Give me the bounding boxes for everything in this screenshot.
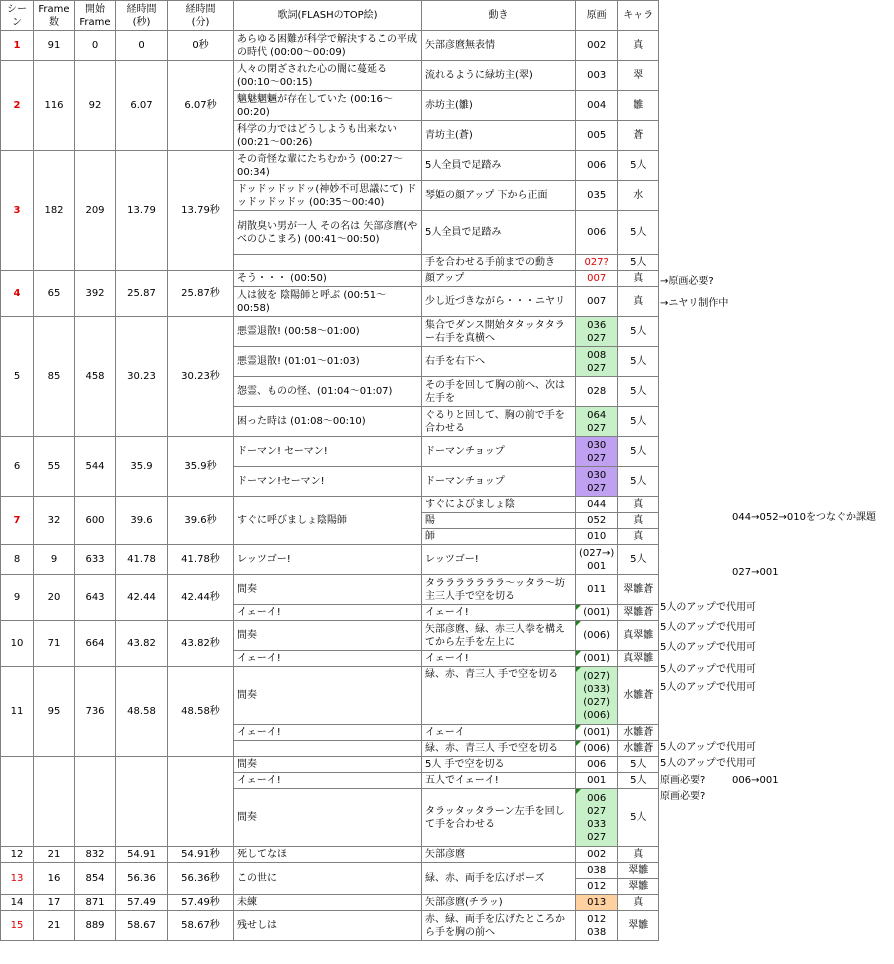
lyric-cell: そう・・・ (00:50) <box>234 271 422 287</box>
chara-cell: 5人 <box>618 317 659 347</box>
genga-cell: 007 <box>576 271 618 287</box>
elapsed-min: 42.44秒 <box>168 575 234 621</box>
start-frame: 643 <box>75 575 116 621</box>
table-row <box>1 317 659 347</box>
motion-cell: 5人 手で空を切る <box>422 757 576 773</box>
table-row <box>1 151 659 181</box>
chara-cell: 真 <box>618 847 659 863</box>
lyric-cell <box>234 741 422 757</box>
elapsed-sec: 13.79 <box>116 151 168 271</box>
start-frame: 871 <box>75 895 116 911</box>
scene-number <box>1 757 34 847</box>
header-elapsed-sec-text: 経時間 (秒) <box>126 3 157 28</box>
chara-cell: 真 <box>618 895 659 911</box>
lyric-cell: すぐに呼びましょ陰陽師 <box>234 497 422 545</box>
chara-cell: 翠 <box>618 61 659 91</box>
header-scene: シーン <box>1 1 34 31</box>
scene-number: 15 <box>1 911 34 941</box>
start-frame: 854 <box>75 863 116 895</box>
genga-cell <box>576 467 618 497</box>
motion-cell: 青坊主(蒼) <box>422 121 576 151</box>
elapsed-min: 48.58秒 <box>168 667 234 757</box>
lyric-cell: この世に <box>234 863 422 895</box>
start-frame: 633 <box>75 545 116 575</box>
lyric-cell: ドーマン! セーマン! <box>234 437 422 467</box>
header-elapsed-min <box>168 1 234 31</box>
elapsed-min: 43.82秒 <box>168 621 234 667</box>
genga-cell: 005 <box>576 121 618 151</box>
side-note: 5人のアップで代用可 <box>660 682 756 693</box>
chara-cell: 5人 <box>618 773 659 789</box>
genga-text: 008 027 <box>587 349 607 374</box>
genga-text: 012 038 <box>587 913 607 938</box>
genga-cell: 027? <box>576 255 618 271</box>
elapsed-min: 30.23秒 <box>168 317 234 437</box>
chara-cell: 5人 <box>618 151 659 181</box>
motion-cell: すぐによびましょ陰 <box>422 497 576 513</box>
chara-cell: 真 <box>618 287 659 317</box>
side-note: 044→052→010をつなぐか課題 <box>732 512 877 523</box>
scene-number: 6 <box>1 437 34 497</box>
motion-cell: 5人全員で足踏み <box>422 151 576 181</box>
table-row <box>1 895 659 911</box>
scene-number: 11 <box>1 667 34 757</box>
genga-cell: 038 <box>576 863 618 879</box>
genga-cell <box>576 437 618 467</box>
lyric-cell: ドッドッドッドッ(神妙不可思議にて) ドッドッドッドッ (00:35〜00:40) <box>234 181 422 211</box>
header-frames <box>34 1 75 31</box>
lyric-cell: 魑魅魍魎が存在していた (00:16〜00:20) <box>234 91 422 121</box>
lyric-cell: 悪霊退散! (01:01〜01:03) <box>234 347 422 377</box>
side-note: 5人のアップで代用可 <box>660 664 756 675</box>
lyric-cell: レッツゴー! <box>234 545 422 575</box>
elapsed-min: 39.6秒 <box>168 497 234 545</box>
chara-cell: 雛 <box>618 91 659 121</box>
genga-text: 030 027 <box>587 439 607 464</box>
elapsed-min: 54.91秒 <box>168 847 234 863</box>
frame-count: 21 <box>34 847 75 863</box>
lyric-cell: 間奏 <box>234 757 422 773</box>
lyric-cell: 間奏 <box>234 575 422 605</box>
lyric-cell: イェーイ! <box>234 773 422 789</box>
table-row <box>1 497 659 513</box>
elapsed-sec: 25.87 <box>116 271 168 317</box>
elapsed-min: 35.9秒 <box>168 437 234 497</box>
genga-cell: (001) <box>576 605 618 621</box>
chara-cell: 水雛蒼 <box>618 741 659 757</box>
genga-cell <box>576 667 618 725</box>
motion-cell: 集合でダンス開始タタッタタラー右手を真横へ <box>422 317 576 347</box>
genga-cell: 052 <box>576 513 618 529</box>
chara-cell: 真 <box>618 497 659 513</box>
genga-cell <box>576 317 618 347</box>
chara-cell: 翠雛 <box>618 911 659 941</box>
elapsed-min: 13.79秒 <box>168 151 234 271</box>
elapsed-sec <box>116 757 168 847</box>
genga-cell: 002 <box>576 847 618 863</box>
elapsed-sec: 30.23 <box>116 317 168 437</box>
lyric-cell: イェーイ! <box>234 651 422 667</box>
motion-cell: ドーマンチョップ <box>422 437 576 467</box>
chara-cell: 5人 <box>618 789 659 847</box>
header-chara: キャラ <box>618 1 659 31</box>
motion-cell: 赤坊主(雛) <box>422 91 576 121</box>
frame-count: 85 <box>34 317 75 437</box>
scene-number: 2 <box>1 61 34 151</box>
frame-count: 17 <box>34 895 75 911</box>
motion-cell: 矢部彦麿 <box>422 847 576 863</box>
genga-cell: 013 <box>576 895 618 911</box>
chara-cell: 5人 <box>618 757 659 773</box>
header-row <box>1 1 659 31</box>
side-note: 5人のアップで代用可 <box>660 642 756 653</box>
lyric-cell: 人は彼を 陰陽師と呼ぶ (00:51〜00:58) <box>234 287 422 317</box>
elapsed-min <box>168 757 234 847</box>
motion-cell: その手を回して胸の前へ、次は左手を <box>422 377 576 407</box>
table-row <box>1 757 659 773</box>
table-row <box>1 545 659 575</box>
genga-cell: (006) <box>576 741 618 757</box>
elapsed-sec: 39.6 <box>116 497 168 545</box>
chara-cell: 5人 <box>618 545 659 575</box>
frame-count: 55 <box>34 437 75 497</box>
lyric-cell: 困った時は (01:08〜00:10) <box>234 407 422 437</box>
motion-cell: 矢部彦麿(チラッ) <box>422 895 576 911</box>
side-note: 006→001 <box>732 775 779 786</box>
motion-cell: イェーイ! <box>422 651 576 667</box>
genga-cell: (001) <box>576 725 618 741</box>
lyric-cell: 悪霊退散! (00:58〜01:00) <box>234 317 422 347</box>
lyric-cell: 間奏 <box>234 667 422 725</box>
genga-text: 064 027 <box>587 409 607 434</box>
elapsed-sec: 56.36 <box>116 863 168 895</box>
elapsed-sec: 58.67 <box>116 911 168 941</box>
elapsed-sec: 43.82 <box>116 621 168 667</box>
frame-count: 9 <box>34 545 75 575</box>
chara-cell: 水雛蒼 <box>618 667 659 725</box>
chara-cell: 蒼 <box>618 121 659 151</box>
chara-cell: 水 <box>618 181 659 211</box>
genga-cell <box>576 407 618 437</box>
motion-cell: 緑、赤、両手を広げポーズ <box>422 863 576 895</box>
table-row <box>1 31 659 61</box>
start-frame: 92 <box>75 61 116 151</box>
lyric-cell: ドーマン!セーマン! <box>234 467 422 497</box>
frame-count: 32 <box>34 497 75 545</box>
motion-cell: 師 <box>422 529 576 545</box>
table-row <box>1 621 659 651</box>
table-row <box>1 61 659 91</box>
table-row <box>1 271 659 287</box>
start-frame: 0 <box>75 31 116 61</box>
chara-cell: 翠雛 <box>618 879 659 895</box>
chara-cell: 真 <box>618 31 659 61</box>
chara-cell: 水雛蒼 <box>618 725 659 741</box>
elapsed-min: 0秒 <box>168 31 234 61</box>
genga-cell: 044 <box>576 497 618 513</box>
elapsed-min: 41.78秒 <box>168 545 234 575</box>
lyric-cell: その奇怪な輩にたちむかう (00:27〜00:34) <box>234 151 422 181</box>
genga-cell: 010 <box>576 529 618 545</box>
motion-cell: 手を合わせる手前までの動き <box>422 255 576 271</box>
motion-cell: ドーマンチョップ <box>422 467 576 497</box>
side-note: 5人のアップで代用可 <box>660 758 756 769</box>
motion-cell: 琴姫の顔アップ 下から正面 <box>422 181 576 211</box>
genga-cell: 011 <box>576 575 618 605</box>
table-row <box>1 667 659 725</box>
genga-cell: (001) <box>576 651 618 667</box>
genga-cell <box>576 789 618 847</box>
motion-cell: 顔アップ <box>422 271 576 287</box>
genga-cell: 006 <box>576 757 618 773</box>
start-frame: 664 <box>75 621 116 667</box>
frame-count: 182 <box>34 151 75 271</box>
scene-number: 13 <box>1 863 34 895</box>
motion-cell: 矢部彦麿、緑、赤三人拳を構えてから左手を左上に <box>422 621 576 651</box>
genga-text: (027→) 001 <box>579 547 615 572</box>
chara-cell: 5人 <box>618 211 659 255</box>
scene-number: 8 <box>1 545 34 575</box>
scene-number: 1 <box>1 31 34 61</box>
elapsed-min: 57.49秒 <box>168 895 234 911</box>
lyric-cell <box>234 255 422 271</box>
elapsed-min: 56.36秒 <box>168 863 234 895</box>
table-row <box>1 911 659 941</box>
start-frame: 458 <box>75 317 116 437</box>
start-frame: 544 <box>75 437 116 497</box>
motion-cell: 緑、赤、青三人 手で空を切る <box>422 667 576 725</box>
genga-cell: 001 <box>576 773 618 789</box>
lyric-cell: イェーイ! <box>234 605 422 621</box>
chara-cell: 5人 <box>618 437 659 467</box>
scene-number: 7 <box>1 497 34 545</box>
start-frame: 600 <box>75 497 116 545</box>
scene-number: 9 <box>1 575 34 621</box>
motion-cell: 少し近づきながら・・・ニヤリ <box>422 287 576 317</box>
start-frame: 209 <box>75 151 116 271</box>
lyric-cell: 死してなほ <box>234 847 422 863</box>
motion-cell: 緑、赤、青三人 手で空を切る <box>422 741 576 757</box>
lyric-cell: イェーイ! <box>234 725 422 741</box>
chara-cell: 翠雛 <box>618 863 659 879</box>
motion-cell: 陽 <box>422 513 576 529</box>
side-note: →ニヤリ制作中 <box>660 298 729 309</box>
side-note: 027→001 <box>732 567 779 578</box>
chara-cell: 翠雛蒼 <box>618 575 659 605</box>
lyric-cell: 人々の閉ざされた心の闇に蔓延る (00:10〜00:15) <box>234 61 422 91</box>
frame-count: 95 <box>34 667 75 757</box>
genga-cell <box>576 347 618 377</box>
genga-text: 006 027 033 027 <box>587 792 607 843</box>
genga-cell <box>576 911 618 941</box>
lyric-cell: 間奏 <box>234 621 422 651</box>
scene-number: 10 <box>1 621 34 667</box>
header-motion: 動き <box>422 1 576 31</box>
motion-cell: 矢部彦麿無表情 <box>422 31 576 61</box>
table-row <box>1 847 659 863</box>
genga-text: 036 027 <box>587 319 607 344</box>
elapsed-sec: 54.91 <box>116 847 168 863</box>
header-elapsed-sec <box>116 1 168 31</box>
genga-cell: 006 <box>576 151 618 181</box>
chara-cell: 5人 <box>618 467 659 497</box>
header-start <box>75 1 116 31</box>
header-genga: 原画 <box>576 1 618 31</box>
genga-cell: 002 <box>576 31 618 61</box>
scene-number: 12 <box>1 847 34 863</box>
header-elapsed-min-text: 経時間 (分) <box>185 3 216 28</box>
elapsed-sec: 6.07 <box>116 61 168 151</box>
frame-count: 71 <box>34 621 75 667</box>
motion-cell: 流れるように緑坊主(翠) <box>422 61 576 91</box>
side-note: 原画必要? <box>660 791 706 802</box>
table-row <box>1 863 659 879</box>
genga-cell: 007 <box>576 287 618 317</box>
side-note: →原画必要? <box>660 276 714 287</box>
table-row <box>1 575 659 605</box>
frame-count: 21 <box>34 911 75 941</box>
table-row <box>1 437 659 467</box>
frame-count: 20 <box>34 575 75 621</box>
genga-cell <box>576 545 618 575</box>
genga-cell: 012 <box>576 879 618 895</box>
chara-cell: 真翠雛 <box>618 621 659 651</box>
motion-cell: タラララララララ〜ッタラ〜坊主三人手で空を切る <box>422 575 576 605</box>
genga-cell: 003 <box>576 61 618 91</box>
scene-number: 3 <box>1 151 34 271</box>
chara-cell: 真 <box>618 271 659 287</box>
chara-cell: 5人 <box>618 347 659 377</box>
motion-cell: タラッタッタラーン左手を回して手を合わせる <box>422 789 576 847</box>
genga-cell: 035 <box>576 181 618 211</box>
elapsed-sec: 48.58 <box>116 667 168 757</box>
motion-cell: ぐるりと回して、胸の前で手を合わせる <box>422 407 576 437</box>
genga-cell: 006 <box>576 211 618 255</box>
motion-cell: イェーイ! <box>422 605 576 621</box>
elapsed-sec: 41.78 <box>116 545 168 575</box>
scene-number: 4 <box>1 271 34 317</box>
header-frames-text: Frame 数 <box>38 3 70 28</box>
side-note: 5人のアップで代用可 <box>660 742 756 753</box>
chara-cell: 真翠雛 <box>618 651 659 667</box>
elapsed-sec: 0 <box>116 31 168 61</box>
genga-cell: 004 <box>576 91 618 121</box>
motion-cell: 五人でイェーイ! <box>422 773 576 789</box>
genga-text: (027) (033) (027) (006) <box>583 670 611 721</box>
motion-cell: 5人全員で足踏み <box>422 211 576 255</box>
scene-number: 14 <box>1 895 34 911</box>
frame-count: 91 <box>34 31 75 61</box>
chara-cell: 5人 <box>618 407 659 437</box>
motion-cell: 赤、緑、両手を広げたところから手を胸の前へ <box>422 911 576 941</box>
lyric-cell: 間奏 <box>234 789 422 847</box>
chara-cell: 真 <box>618 529 659 545</box>
frame-count: 65 <box>34 271 75 317</box>
elapsed-sec: 42.44 <box>116 575 168 621</box>
genga-cell: (006) <box>576 621 618 651</box>
start-frame: 736 <box>75 667 116 757</box>
side-note: 原画必要? <box>660 775 706 786</box>
motion-cell: レッツゴー! <box>422 545 576 575</box>
lyric-cell: 怨霊、ものの怪、(01:04〜01:07) <box>234 377 422 407</box>
start-frame: 889 <box>75 911 116 941</box>
frame-count: 16 <box>34 863 75 895</box>
scene-number: 5 <box>1 317 34 437</box>
genga-text: 030 027 <box>587 469 607 494</box>
motion-cell: イェーイ <box>422 725 576 741</box>
lyric-cell: 残せしは <box>234 911 422 941</box>
chara-cell: 真 <box>618 513 659 529</box>
chara-cell: 5人 <box>618 377 659 407</box>
lyric-cell: 未練 <box>234 895 422 911</box>
start-frame: 392 <box>75 271 116 317</box>
elapsed-min: 25.87秒 <box>168 271 234 317</box>
genga-cell: 028 <box>576 377 618 407</box>
frame-count <box>34 757 75 847</box>
side-note: 5人のアップで代用可 <box>660 622 756 633</box>
elapsed-sec: 57.49 <box>116 895 168 911</box>
frame-count: 116 <box>34 61 75 151</box>
start-frame: 832 <box>75 847 116 863</box>
lyric-cell: 科学の力ではどうしようも出来ない (00:21〜00:26) <box>234 121 422 151</box>
chara-cell: 5人 <box>618 255 659 271</box>
start-frame <box>75 757 116 847</box>
motion-cell: 右手を右下へ <box>422 347 576 377</box>
elapsed-sec: 35.9 <box>116 437 168 497</box>
lyric-cell: 胡散臭い男が一人 その名は 矢部彦麿(やべのひこまろ) (00:41〜00:50) <box>234 211 422 255</box>
header-lyrics: 歌詞(FLASHのTOP絵) <box>234 1 422 31</box>
header-start-text: 開始 Frame <box>79 3 111 28</box>
side-note: 5人のアップで代用可 <box>660 602 756 613</box>
lyric-cell: あらゆる困難が科学で解決するこの平成の時代 (00:00〜00:09) <box>234 31 422 61</box>
chara-cell: 翠雛蒼 <box>618 605 659 621</box>
elapsed-min: 58.67秒 <box>168 911 234 941</box>
elapsed-min: 6.07秒 <box>168 61 234 151</box>
